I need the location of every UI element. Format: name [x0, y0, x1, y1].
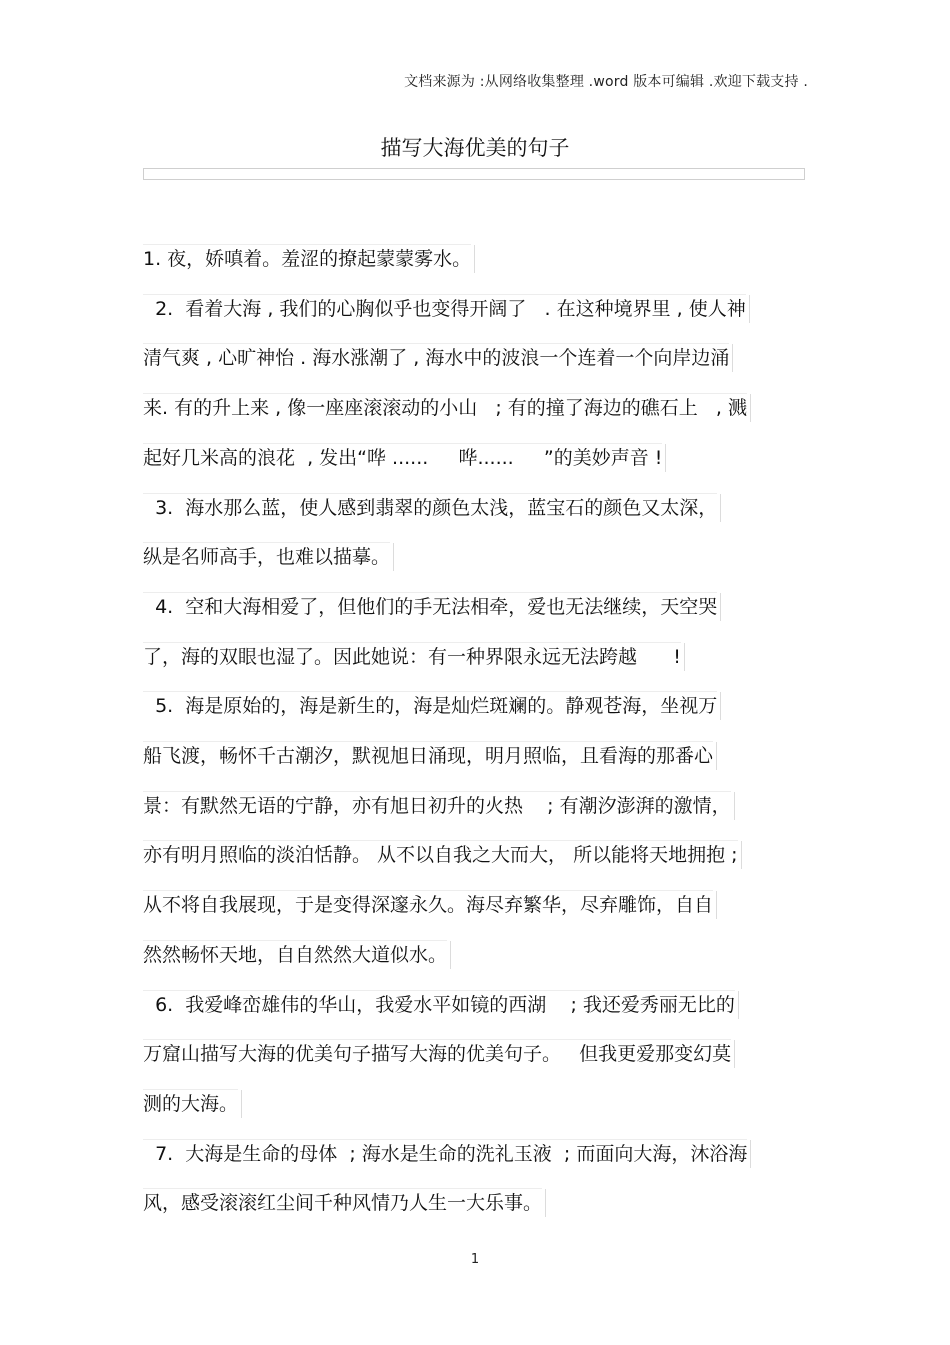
- text-line: 7. 大海是生命的母体 ; 海水是生命的洗礼玉液 ; 而面向大海，沐浴海: [143, 1139, 747, 1168]
- text-line: 5. 海是原始的，海是新生的，海是灿烂斑斓的。静观苍海，坐视万: [143, 691, 717, 720]
- text-line: 然然畅怀天地，自自然然大道似水。: [143, 940, 447, 969]
- page-header: 文档来源为 :从网络收集整理 .word 版本可编辑 .欢迎下载支持 .: [404, 74, 808, 90]
- text-line: 测的大海。: [143, 1089, 238, 1118]
- text-line: 6. 我爱峰峦雄伟的华山，我爱水平如镜的西湖 ; 我还爱秀丽无比的: [143, 990, 735, 1019]
- text-line: 起好几米高的浪花 , 发出“哗 ...... 哗...... ”的美妙声音 !: [143, 443, 662, 472]
- text-line: 1. 夜，娇嗔着。羞涩的撩起蒙蒙雾水。: [143, 244, 471, 273]
- text-line: 风，感受滚滚红尘间千种风情乃人生一大乐事。: [143, 1188, 542, 1217]
- page-number: 1: [470, 1252, 480, 1267]
- text-line: 来. 有的升上来 , 像一座座滚滚动的小山 ; 有的撞了海边的礁石上 , 溅: [143, 393, 747, 422]
- text-line: 亦有明月照临的淡泊恬静。 从不以自我之大而大， 所以能将天地拥抱 ;: [143, 840, 738, 869]
- text-line: 2. 看着大海 , 我们的心胸似乎也变得开阔了 . 在这种境界里 , 使人神: [143, 294, 746, 323]
- text-line: 清气爽 , 心旷神怡 . 海水涨潮了 , 海水中的波浪一个连着一个向岸边涌: [143, 343, 729, 372]
- text-line: 景：有默然无语的宁静，亦有旭日初升的火热 ; 有潮汐澎湃的激情，: [143, 791, 731, 820]
- text-line: 4. 空和大海相爱了，但他们的手无法相牵，爱也无法继续，天空哭: [143, 592, 717, 621]
- text-line: 了，海的双眼也湿了。因此她说：有一种界限永远无法跨越 !: [143, 642, 681, 671]
- text-line: 纵是名师高手，也难以描摹。: [143, 542, 390, 571]
- text-line: 3. 海水那么蓝，使人感到翡翠的颜色太浅，蓝宝石的颜色又太深，: [143, 493, 717, 522]
- text-line: 万窟山描写大海的优美句子描写大海的优美句子。 但我更爱那变幻莫: [143, 1039, 731, 1068]
- text-line: 船飞渡，畅怀千古潮汐，默视旭日涌现，明月照临，且看海的那番心: [143, 741, 713, 770]
- text-line: 从不将自我展现，于是变得深邃永久。海尽弃繁华，尽弃雕饰，自自: [143, 890, 713, 919]
- title-underline: [143, 168, 805, 180]
- page-title: 描写大海优美的句子: [380, 136, 570, 160]
